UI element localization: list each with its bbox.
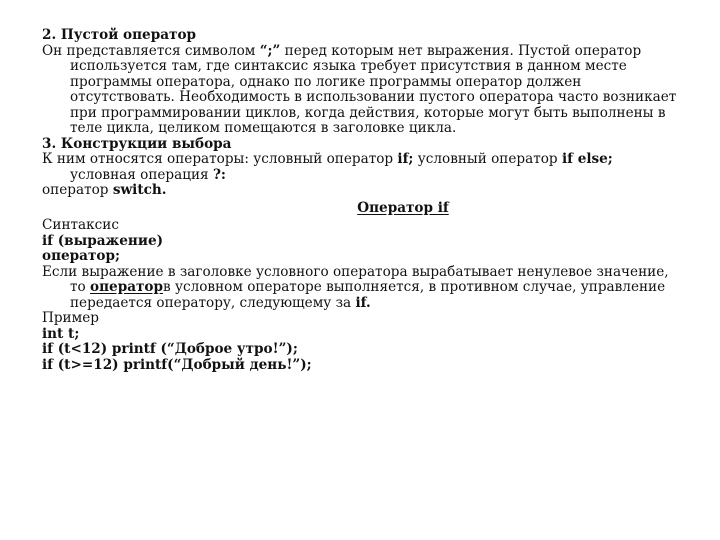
keyword-if: if; [397,151,414,167]
text: условная операция [70,166,213,183]
text: оператор [42,182,113,198]
code-line: if (t>=12) printf(“Добрый день!”); [42,356,312,373]
text: Если выражение в заголовке условного оператора вырабатывает ненулевое значение, то [42,263,669,295]
text: Он представляется символом [42,42,260,59]
underlined-operator: оператор [90,279,164,295]
paragraph-if-semantics [42,265,682,312]
heading-selection-constructs: 3. Конструкции выбора [42,135,232,152]
text: К ним относятся операторы: условный оператор [42,151,398,167]
paragraph-switch [42,183,682,199]
code-line: int t; [42,325,80,342]
section-title-if: Оператор if [357,199,449,216]
text: условный оператор [413,151,562,167]
syntax-line: оператор; [42,248,120,264]
paragraph-selection-operators [42,152,682,183]
paragraph-empty-operator [42,44,682,137]
syntax-label: Синтаксис [42,217,119,233]
example-label: Пример [42,310,99,326]
keyword-ternary: ?: [212,166,226,183]
code-line: if (t<12) printf (“Доброе утро!”); [42,341,298,357]
semicolon-symbol: “;” [259,42,281,59]
keyword-switch: switch. [112,182,167,198]
heading-empty-operator: 2. Пустой оператор [42,27,197,43]
text: в условном операторе выполняется, в противном случае, управление передается оператору, следующему за [70,279,666,311]
keyword-if: if. [355,294,371,311]
text: перед которым нет выражения. Пустой оператор используется там, где синтаксис языка требует присутствия в данном месте программы оператора, однако по логике программы оператор должен отсутствовать. Необходимость в использовании пустого оператора часто возникает при программировании циклов, когда действия, которые могут быть выполнены в теле цикла, целиком помещаются в заголовке цикла. [70,42,677,136]
syntax-line: if (выражение) [42,232,164,249]
keyword-if-else: if else; [561,151,613,167]
